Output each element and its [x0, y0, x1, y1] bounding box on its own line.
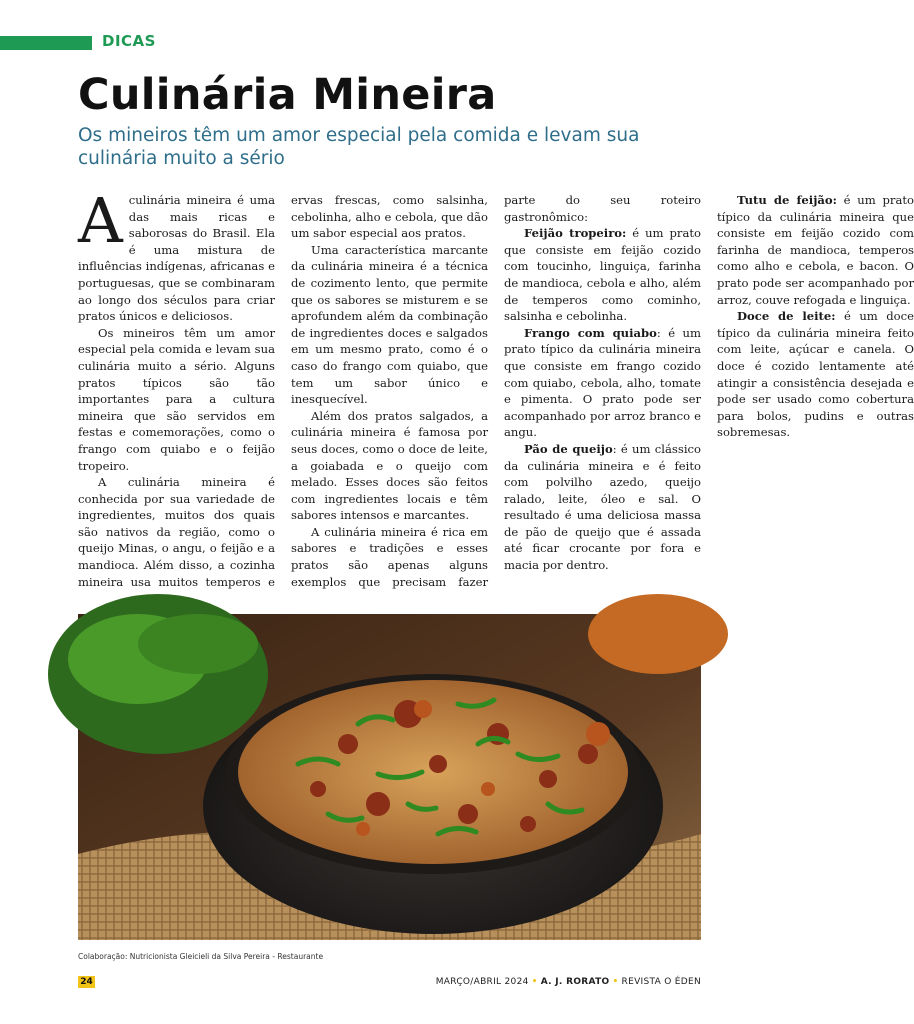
paragraph: Além dos pratos salgados, a culinária mineira é famosa por seus doces, como o doce de leite, a goiabada e o queijo com melado. Esses doces são feitos com ingredientes locais e têm sabores intensos e marcantes.	[291, 408, 488, 523]
paragraph-text: culinária mineira é uma das mais ricas e saborosas do Brasil. Ela é uma mistura de influências indígenas, africanas e portuguesas, que se combinaram ao longo dos séculos para criar pratos únicos e deliciosos.	[78, 193, 275, 324]
page-number: 24	[78, 976, 95, 988]
dish-item	[504, 441, 701, 574]
publisher-name: A. J. RORATO	[540, 977, 610, 987]
dish-item	[717, 308, 914, 441]
dish-description: é um doce típico da culinária mineira feito com leite, açúcar e canela. O doce é cozido lentamente até atingir a consistência desejada e pode ser usado como cobertura para bolos, pudins e outras sobremesas.	[717, 309, 914, 440]
article-body	[78, 184, 914, 604]
section-color-bar	[0, 36, 92, 50]
article-title: Culinária Mineira	[78, 70, 497, 120]
magazine-name: REVISTA O ÉDEN	[621, 977, 701, 987]
dish-name: Tutu de feijão:	[737, 193, 837, 207]
paragraph: Os mineiros têm um amor especial pela comida e levam sua culinária muito a sério. Alguns pratos típicos são tão importantes para a cultura mineira que são servidos em festas e comemorações, como o frango com quiabo e o feijão tropeiro.	[78, 325, 275, 473]
dish-name: Feijão tropeiro:	[524, 226, 627, 241]
dish-item	[504, 325, 701, 441]
dish-description: é um prato típico da culinária mineira que consiste em feijão cozido com farinha de mandioca, temperos como alho e cebola, e bacon. O prato pode ser acompanhado por arroz, couve refogada e linguiça.	[717, 193, 914, 307]
photo-caption: Colaboração: Nutricionista Gleicieli da Silva Pereira - Restaurante	[78, 952, 324, 961]
paragraph: Uma característica marcante da culinária mineira é a técnica de cozimento lento, que permite que os sabores se misturem e se aprofundem além da combinação de ingredientes doces e salgados em um mesmo prato, como é o caso do frango com quiabo, que tem um sabor único e inesquecível.	[291, 242, 488, 407]
dish-description: é um prato que consiste em feijão cozido com toucinho, linguiça, farinha de mandioca, cebola e alho, além de temperos como cominho, salsinha e cebolinha.	[504, 226, 701, 324]
dish-name: Frango com quiabo	[524, 325, 657, 340]
bowl-of-feijao-tropeiro-photo	[78, 614, 701, 940]
issue-date: MARÇO/ABRIL 2024	[435, 977, 529, 987]
section-label: DICAS	[102, 32, 156, 50]
dish-item	[717, 192, 914, 308]
paragraph: A culinária mineira é conhecida por sua variedade de ingredientes, muitos dos quais são nativos da região, como o queijo Minas, o angu, o feijão e a mandioca. Além disso, a cozinha mineira usa muitos temperos e ervas frescas, como salsinha, cebolinha, alho e cebola, que dão um sabor especial aos pratos.	[78, 193, 488, 589]
dish-item	[504, 225, 701, 325]
separator-dot: •	[531, 977, 538, 987]
separator-dot: •	[612, 977, 619, 987]
dish-name: Doce de leite:	[737, 309, 836, 324]
dish-description: : é um clássico da culinária mineira e é feito com polvilho azedo, queijo ralado, leite, óleo e sal. O resultado é uma deliciosa massa de pão de queijo que é assada até ficar crocante por fora e macia por dentro.	[504, 441, 702, 573]
paragraph: A culinária mineira é rica em sabores e tradições e esses pratos são apenas alguns exemplos que precisam fazer parte do seu roteiro gastronômico:	[291, 193, 701, 589]
article-subtitle: Os mineiros têm um amor especial pela comida e levam sua culinária muito a sério	[78, 125, 640, 169]
drop-cap: A	[78, 184, 123, 257]
dish-name: Pão de queijo	[524, 441, 613, 456]
dish-description: : é um prato típico da culinária mineira que consiste em frango cozido com quiabo, cebola, alho, tomate e pimenta. O prato pode ser acompanhado por arroz branco e angu.	[504, 325, 701, 440]
footer-credits	[436, 977, 701, 987]
paragraph-intro	[78, 184, 275, 325]
